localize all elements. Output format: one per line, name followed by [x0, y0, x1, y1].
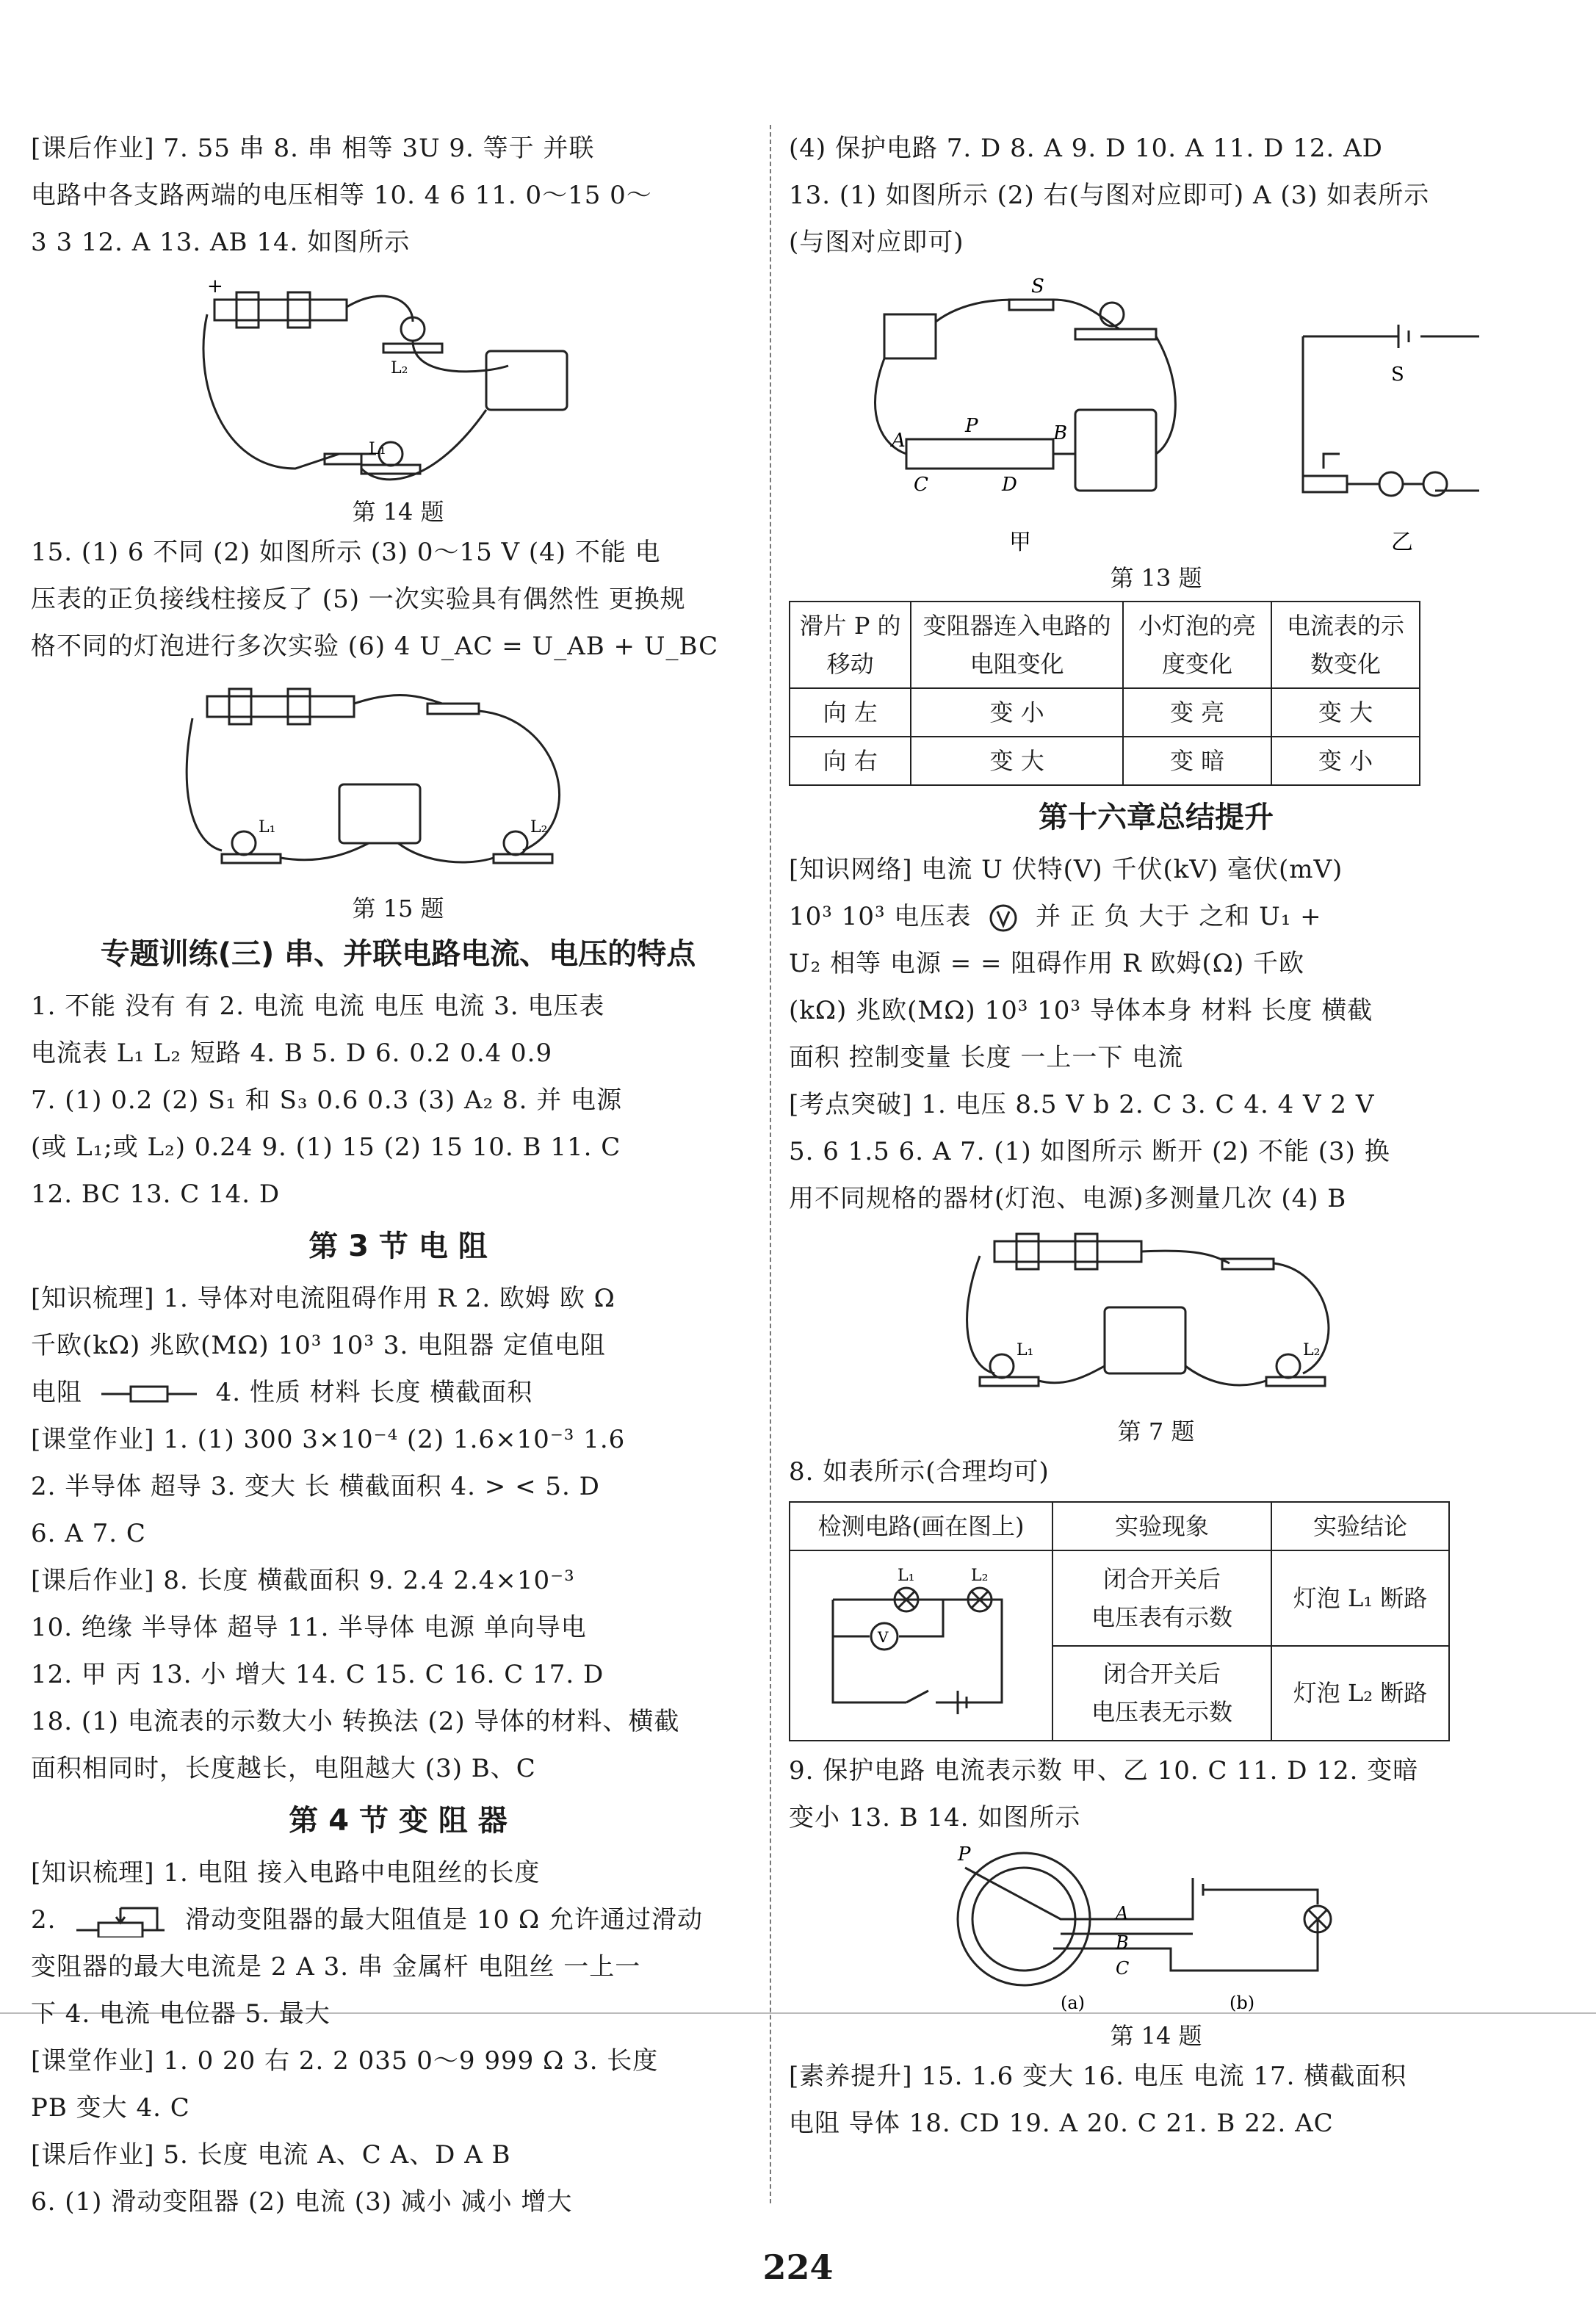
answer-line: 2. 半导体 超导 3. 变大 长 横截面积 4. > < 5. D: [31, 1472, 600, 1501]
table-cell: 变 大: [1271, 688, 1420, 737]
answer-line: (4) 保护电路 7. D 8. A 9. D 10. A 11. D 12. AD: [789, 134, 1383, 163]
svg-text:L₂: L₂: [391, 359, 408, 378]
svg-text:(b): (b): [1230, 1993, 1255, 2013]
answer-line: [课后作业] 8. 长度 横截面积 9. 2.4 2.4×10⁻³: [31, 1566, 575, 1595]
table-cell: 闭合开关后 电压表有示数: [1052, 1550, 1271, 1646]
answer-line: 下 4. 电流 电位器 5. 最大: [31, 1999, 331, 2029]
answer-line: [考点突破] 1. 电压 8.5 V b 2. C 3. C 4. 4 V 2 V: [789, 1090, 1375, 1119]
figure-caption: 第 15 题: [352, 895, 444, 922]
table-header-cell: 滑片 P 的移动: [790, 602, 911, 688]
svg-text:L₁: L₁: [1017, 1341, 1034, 1359]
answer-line: [课堂作业] 1. (1) 300 3×10⁻⁴ (2) 1.6×10⁻³ 1.6: [31, 1425, 626, 1454]
svg-text:L₁: L₁: [369, 440, 386, 458]
figure-caption: 第 14 题: [1110, 2022, 1202, 2050]
circuit-diagram-icon: [833, 270, 1479, 557]
figure-caption: 第 14 题: [352, 498, 444, 526]
answer-line: [789, 893, 1523, 940]
section-title: 第十六章总结提升: [1039, 801, 1274, 834]
svg-text:V: V: [878, 1628, 889, 1646]
left-column: [31, 125, 765, 2225]
answer-line: 格不同的灯泡进行多次实验 (6) 4 U_AC = U_AB + U_BC: [31, 632, 719, 661]
rheostat-symbol-icon: [76, 1905, 165, 1937]
svg-text:L₂: L₂: [530, 818, 548, 837]
table-cell: 灯泡 L₂ 断路: [1271, 1646, 1449, 1741]
circuit-diagram-icon: [178, 674, 618, 887]
answer-line: 6. A 7. C: [31, 1519, 146, 1548]
answer-line: PB 变大 4. C: [31, 2093, 190, 2123]
resistor-symbol-icon: [101, 1383, 197, 1405]
table-cell: 闭合开关后 电压表无示数: [1052, 1646, 1271, 1741]
answer-line: (kΩ) 兆欧(MΩ) 10³ 10³ 导体本身 材料 长度 横截: [789, 996, 1373, 1025]
answer-text: 滑动变阻器的最大阻值是 10 Ω 允许通过滑动: [185, 1905, 703, 1935]
answer-line: [知识梳理] 1. 导体对电流阻碍作用 R 2. 欧姆 欧 Ω: [31, 1284, 615, 1313]
section-title: 第 4 节 变 阻 器: [289, 1804, 508, 1838]
circuit-diagram-icon: [950, 1227, 1362, 1410]
answer-line: 变阻器的最大电流是 2 A 3. 串 金属杆 电阻丝 一上一: [31, 1952, 641, 1982]
answer-line: 1. 不能 没有 有 2. 电流 电流 电压 电流 3. 电压表: [31, 992, 605, 1021]
table-13: [789, 601, 1420, 786]
answer-line: U₂ 相等 电源 = = 阻碍作用 R 欧姆(Ω) 千欧: [789, 949, 1305, 978]
table-header-cell: 电流表的示数变化: [1271, 602, 1420, 688]
table-cell: 变 大: [911, 737, 1123, 785]
svg-text:B: B: [1053, 422, 1068, 444]
table-row: [790, 688, 1420, 737]
section-title: 第 3 节 电 阻: [308, 1229, 488, 1263]
answer-line: 15. (1) 6 不同 (2) 如图所示 (3) 0～15 V (4) 不能 电: [31, 538, 661, 567]
table-cell: 变 亮: [1123, 688, 1271, 737]
answer-line: [知识梳理] 1. 电阻 接入电路中电阻丝的长度: [31, 1858, 541, 1888]
svg-text:L₁: L₁: [898, 1567, 915, 1585]
page-number: 224: [762, 2247, 834, 2287]
answer-line: 7. (1) 0.2 (2) S₁ 和 S₃ 0.6 0.3 (3) A₂ 8. 并 电源: [31, 1086, 623, 1115]
table-header-row: [790, 602, 1420, 688]
figure-caption: 第 13 题: [1110, 564, 1202, 592]
answer-line: 3 3 12. A 13. AB 14. 如图所示: [31, 228, 411, 257]
svg-text:C: C: [914, 474, 928, 496]
answer-line: 18. (1) 电流表的示数大小 转换法 (2) 导体的材料、横截: [31, 1707, 680, 1736]
svg-text:P: P: [958, 1846, 971, 1866]
circuit-diagram-icon: [950, 1846, 1362, 2015]
answer-line: 面积 控制变量 长度 一上一下 电流: [789, 1043, 1184, 1072]
table-cell: 变 小: [1271, 737, 1420, 785]
svg-text:+: +: [207, 275, 223, 297]
table-cell: 灯泡 L₁ 断路: [1271, 1550, 1449, 1646]
answer-text: 4. 性质 材料 长度 横截面积: [215, 1378, 533, 1407]
answer-line: 面积相同时，长度越长，电阻越大 (3) B、C: [31, 1754, 536, 1783]
answer-text: 电阻: [31, 1378, 82, 1407]
answer-line: 变小 13. B 14. 如图所示: [789, 1803, 1081, 1832]
svg-text:P: P: [965, 415, 978, 437]
table-cell: 变 小: [911, 688, 1123, 737]
svg-text:B: B: [1116, 1932, 1129, 1953]
table-cell-circuit: [790, 1550, 1052, 1741]
circuit-diagram-icon: [192, 270, 604, 491]
answer-line: 12. BC 13. C 14. D: [31, 1180, 281, 1209]
answer-line: [31, 1896, 765, 1943]
answer-text: 并 正 负 大于 之和 U₁ +: [1036, 902, 1322, 931]
figure-15-circuit: [178, 674, 618, 887]
answer-line: 压表的正负接线柱接反了 (5) 一次实验具有偶然性 更换规: [31, 585, 686, 614]
answer-line: [课后作业] 5. 长度 电流 A、C A、D A B: [31, 2140, 511, 2170]
answer-line: (或 L₁;或 L₂) 0.24 9. (1) 15 (2) 15 10. B 11. C: [31, 1133, 621, 1162]
answer-line: 6. (1) 滑动变阻器 (2) 电流 (3) 减小 减小 增大: [31, 2187, 573, 2217]
answer-line: 电流表 L₁ L₂ 短路 4. B 5. D 6. 0.2 0.4 0.9: [31, 1039, 553, 1068]
answer-text: 10³ 10³ 电压表: [789, 902, 972, 931]
table-header-cell: 检测电路(画在图上): [790, 1502, 1052, 1550]
answer-line: (与图对应即可): [789, 228, 964, 257]
table-header-cell: 变阻器连入电路的电阻变化: [911, 602, 1123, 688]
answer-line: 13. (1) 如图所示 (2) 右(与图对应即可) A (3) 如表所示: [789, 181, 1430, 210]
table-row: [790, 737, 1420, 785]
figure-14-rheostat: [950, 1846, 1362, 2015]
voltmeter-symbol-icon: [989, 903, 1018, 933]
answer-line: 用不同规格的器材(灯泡、电源)多测量几次 (4) B: [789, 1184, 1347, 1213]
answer-line: 千欧(kΩ) 兆欧(MΩ) 10³ 10³ 3. 电阻器 定值电阻: [31, 1331, 606, 1360]
table-header-row: [790, 1502, 1449, 1550]
table-header-cell: 实验结论: [1271, 1502, 1449, 1550]
answer-line: 10. 绝缘 半导体 超导 11. 半导体 电源 单向导电: [31, 1613, 587, 1642]
figure-7-circuit: [950, 1227, 1362, 1410]
svg-text:C: C: [1116, 1958, 1130, 1979]
answer-line: [知识网络] 电流 U 伏特(V) 千伏(kV) 毫伏(mV): [789, 855, 1343, 884]
answer-line: 9. 保护电路 电流表示数 甲、乙 10. C 11. D 12. 变暗: [789, 1756, 1419, 1785]
svg-text:A: A: [892, 430, 906, 452]
answer-line: 5. 6 1.5 6. A 7. (1) 如图所示 断开 (2) 不能 (3) 换: [789, 1137, 1390, 1166]
figure-caption: 第 7 题: [1117, 1417, 1195, 1445]
table-header-cell: 实验现象: [1052, 1502, 1271, 1550]
svg-text:S: S: [1391, 364, 1404, 386]
answer-text: 2.: [31, 1905, 57, 1935]
right-column: [789, 125, 1523, 2147]
svg-text:D: D: [1002, 474, 1017, 496]
svg-text:L₂: L₂: [971, 1567, 989, 1585]
answer-line: [31, 1369, 765, 1416]
table-cell: 变 暗: [1123, 737, 1271, 785]
svg-text:(a): (a): [1061, 1993, 1086, 2013]
figure-14-circuit: [192, 270, 604, 491]
svg-text:S: S: [1031, 275, 1044, 297]
svg-text:乙: 乙: [1391, 530, 1413, 555]
answer-line: 12. 甲 丙 13. 小 增大 14. C 15. C 16. C 17. D: [31, 1660, 604, 1689]
answer-line: [课堂作业] 1. 0 20 右 2. 2 035 0～9 999 Ω 3. 长度: [31, 2046, 659, 2076]
svg-text:A: A: [1116, 1903, 1129, 1924]
column-divider: [770, 125, 771, 2203]
figure-13-circuit: [833, 270, 1479, 557]
table-header-cell: 小灯泡的亮度变化: [1123, 602, 1271, 688]
answer-line: 电阻 导体 18. CD 19. A 20. C 21. B 22. AC: [789, 2109, 1334, 2138]
answer-line: 电路中各支路两端的电压相等 10. 4 6 11. 0～15 0～: [31, 181, 652, 210]
answer-line: [素养提升] 15. 1.6 变大 16. 电压 电流 17. 横截面积: [789, 2062, 1407, 2091]
table-cell: 向 左: [790, 688, 911, 737]
svg-text:L₂: L₂: [1303, 1341, 1321, 1359]
detection-circuit-icon: [811, 1556, 1031, 1724]
table-8: [789, 1501, 1450, 1741]
table-cell: 向 右: [790, 737, 911, 785]
svg-text:甲: 甲: [1009, 530, 1031, 555]
table-row: [790, 1550, 1449, 1646]
answer-line: [课后作业] 7. 55 串 8. 串 相等 3U 9. 等于 并联: [31, 134, 595, 163]
section-title: 专题训练(三) 串、并联电路电流、电压的特点: [100, 937, 696, 971]
answer-line: 8. 如表所示(合理均可): [789, 1457, 1050, 1487]
svg-text:L₁: L₁: [259, 818, 276, 837]
